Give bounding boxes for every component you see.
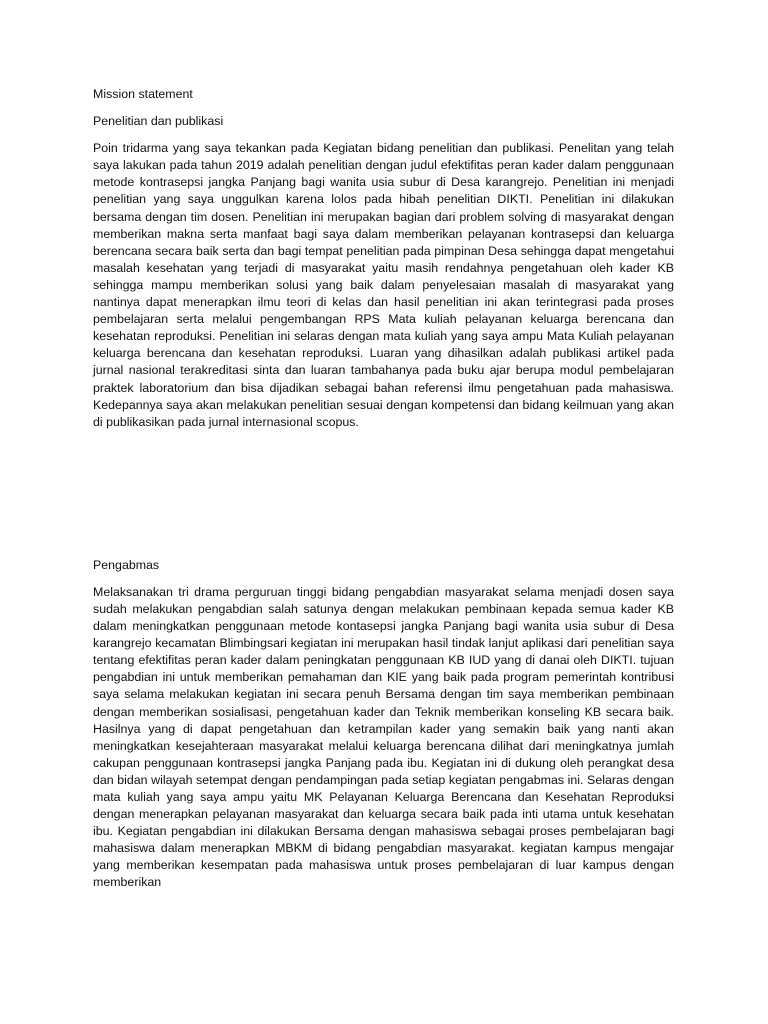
section-body-pengabmas: Melaksanakan tri drama perguruan tinggi bidang pengabdian masyarakat selama menjadi dosen saya sudah melakukan pengabdian salah satunya dengan melakukan pembinaan kepada semua kader KB dalam meningkatkan penggunaan metode kontasepsi jangka Panjang bagi wanita usia subur di Desa karangrejo kecamatan Blimbingsari kegiatan ini merupakan hasil tindak lanjut aplikasi dari penelitian saya tentang efektifitas peran kader dalam peningkatan penggunaan KB IUD yang di danai oleh DIKTI. tujuan pengabdian ini untuk memberikan pemahaman dan KIE yang baik pada program pemerintah kontribusi saya selama melakukan kegiatan ini secara penuh Bersama dengan tim saya memberikan pembinaan dengan memberikan sosialisasi, pengetahuan kader dan Teknik memberikan konseling KB secara baik. Hasilnya yang di dapat pengetahuan dan ketrampilan kader yang semakin baik yang nanti akan meningkatkan kesejahteraan masyarakat melalui keluarga berencana dilihat dari meningkatnya jumlah cakupan penggunaan kontrasepsi jangka Panjang pada ibu. Kegiatan ini di dukung oleh perangkat desa dan bidan wilayah setempat dengan pendampingan pada setiap kegiatan pengabmas ini. Selaras dengan mata kuliah yang saya ampu yaitu MK Pelayanan Keluarga Berencana dan Kesehatan Reproduksi dengan menerapkan pelayanan masyarakat dan keluarga secara baik pada inti utama untuk kesehatan ibu. Kegiatan pengabdian ini dilakukan Bersama dengan mahasiswa sebagai proses pembelajaran bagi mahasiswa dalam menerapkan MBKM di bidang pengabdian masyarakat. kegiatan kampus mengajar yang memberikan kesempatan pada mahasiswa untuk proses pembelajaran di luar kampus dengan memberikan <box>93 584 674 890</box>
section-heading-pengabmas: Pengabmas <box>93 557 160 572</box>
document-title: Mission statement <box>93 87 193 101</box>
section-body-penelitian: Poin tridarma yang saya tekankan pada Kegiatan bidang penelitian dan publikasi. Penelitan yang telah saya lakukan pada tahun 2019 adalah penelitian dengan judul efektifitas peran kader dalam penggunaan metode kontrasepsi jangka Panjang bagi wanita usia subur di Desa karangrejo. Penelitian ini menjadi penelitian yang saya unggulkan karena lolos pada hibah penelitian DIKTI. Penelitian ini dilakukan bersama dengan tim dosen. Penelitian ini merupakan bagian dari problem solving di masyarakat dengan memberikan makna serta manfaat bagi saya dalam memberikan pelayanan kontrasepsi dan keluarga berencana secara baik serta dan bagi tempat penelitian pada pimpinan Desa sehingga dapat mengetahui masalah kesehatan yang terjadi di masyarakat yaitu masih rendahnya pengetahuan oleh kader KB sehingga mampu memberikan solusi yang baik dalam penyelesaian masalah di masyarakat yang nantinya dapat menerapkan ilmu teori di kelas dan hasil penelitian ini akan terintegrasi pada proses pembelajaran serta melalui pengembangan RPS Mata kuliah pelayanan keluarga berencana dan kesehatan reproduksi. Penelitian ini selaras dengan mata kuliah yang saya ampu Mata Kuliah pelayanan keluarga berencana dan kesehatan reproduksi. Luaran yang dihasilkan adalah publikasi artikel pada jurnal nasional terakreditasi sinta dan luaran tambahanya pada buku ajar berupa modul pembelajaran praktek laboratorium dan bisa dijadikan sebagai bahan referensi ilmu pengetahuan pada mahasiswa. Kedepannya saya akan melakukan penelitian sesuai dengan kompetensi dan bidang keilmuan yang akan di publikasikan pada jurnal internasional scopus. <box>93 141 674 429</box>
blank-space <box>93 431 674 557</box>
document-content <box>93 86 674 892</box>
section-heading-penelitian: Penelitian dan publikasi <box>93 114 224 129</box>
